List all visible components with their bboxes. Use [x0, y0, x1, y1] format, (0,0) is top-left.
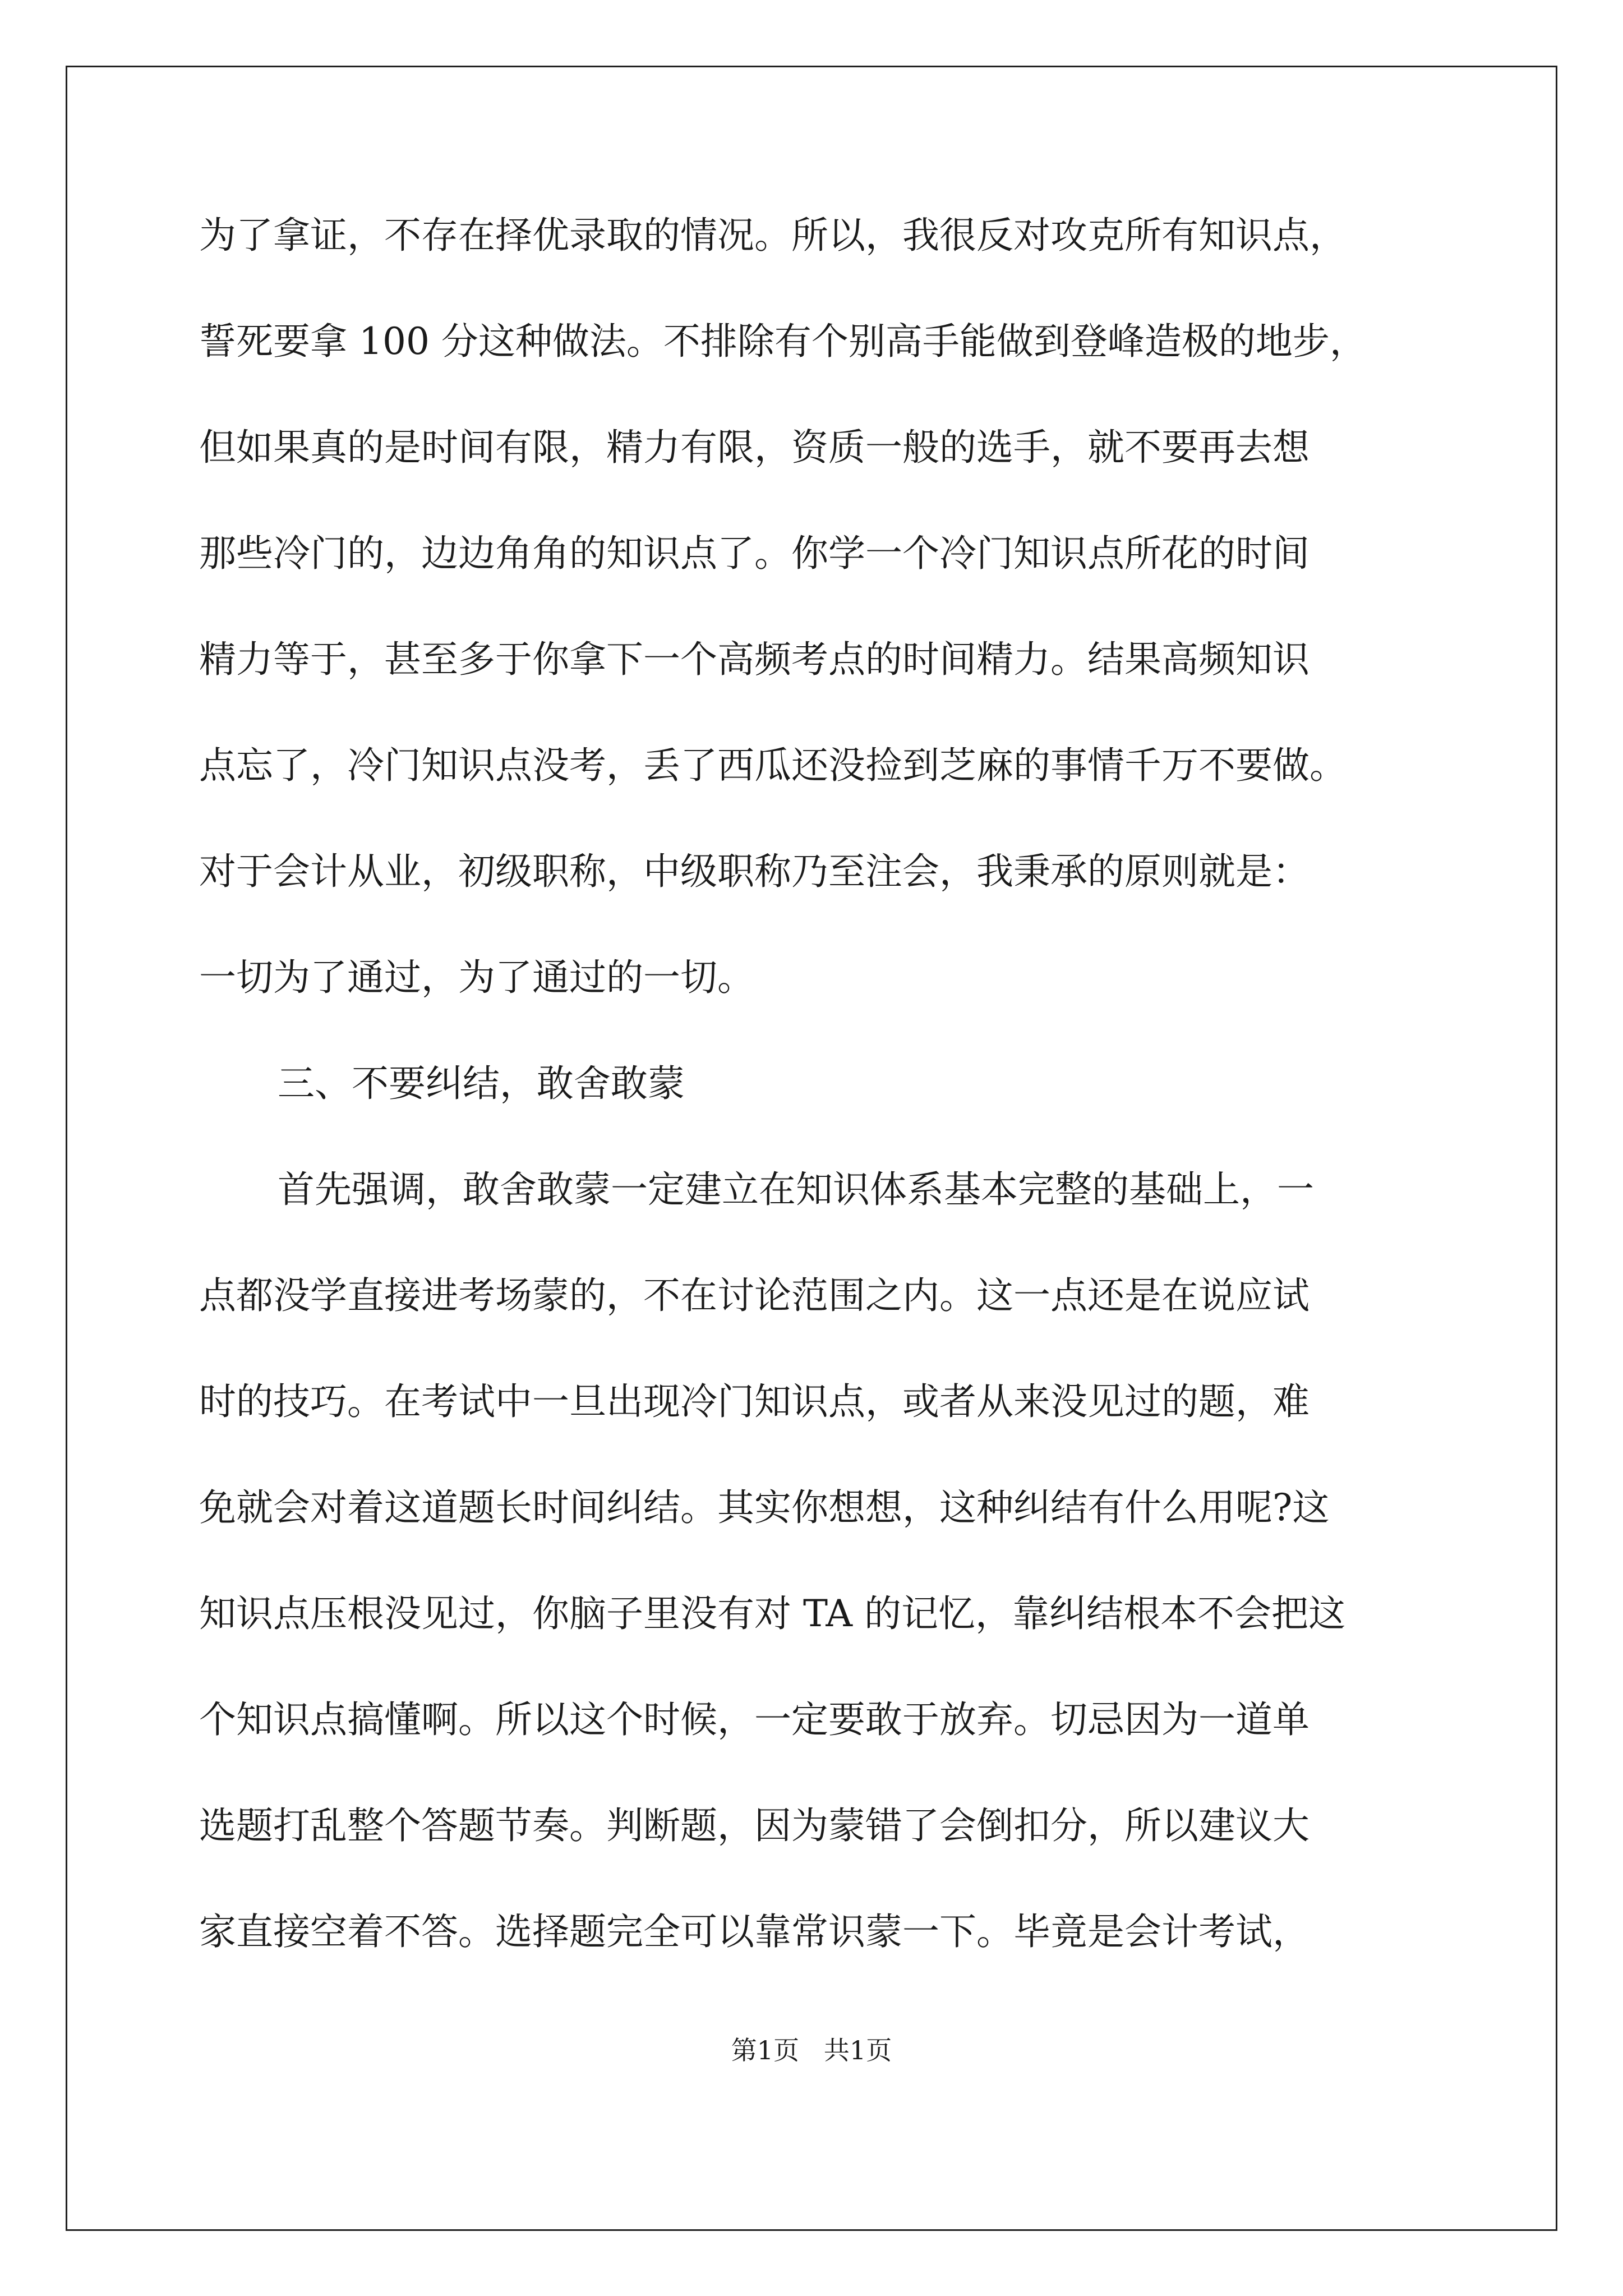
text-line: 免就会对着这道题长时间纠结。其实你想想，这种纠结有什么用呢?这: [199, 1486, 1330, 1529]
text-line: 精力等于，甚至多于你拿下一个高频考点的时间精力。结果高频知识: [199, 638, 1310, 681]
section-heading: 三、不要纠结，敢舍敢蒙: [278, 1062, 685, 1105]
text-line: 时的技巧。在考试中一旦出现冷门知识点，或者从来没见过的题，难: [199, 1380, 1310, 1423]
text-line: 选题打乱整个答题节奏。判断题，因为蒙错了会倒扣分，所以建议大: [199, 1804, 1310, 1847]
text-line: 首先强调，敢舍敢蒙一定建立在知识体系基本完整的基础上，一: [278, 1168, 1314, 1211]
text-line: 知识点压根没见过，你脑子里没有对 TA 的记忆，靠纠结根本不会把这: [199, 1592, 1346, 1635]
text-line: 点忘了，冷门知识点没考，丢了西瓜还没捡到芝麻的事情千万不要做。: [199, 744, 1347, 787]
text-line: 对于会计从业，初级职称，中级职称乃至注会，我秉承的原则就是：: [199, 850, 1310, 893]
text-line: 点都没学直接进考场蒙的，不在讨论范围之内。这一点还是在说应试: [199, 1274, 1310, 1317]
text-line: 个知识点搞懂啊。所以这个时候，一定要敢于放弃。切忌因为一道单: [199, 1698, 1310, 1741]
text-line: 那些冷门的，边边角角的知识点了。你学一个冷门知识点所花的时间: [199, 532, 1310, 575]
text-line: 家直接空着不答。选择题完全可以靠常识蒙一下。毕竟是会计考试，: [199, 1910, 1310, 1953]
text-line: 为了拿证，不存在择优录取的情况。所以，我很反对攻克所有知识点，: [199, 214, 1347, 257]
document-body: [199, 205, 1450, 2007]
text-line: 但如果真的是时间有限，精力有限，资质一般的选手，就不要再去想: [199, 426, 1310, 469]
text-line: 一切为了通过，为了通过的一切。: [199, 956, 754, 999]
page-footer: 第1页 共1页: [731, 2035, 892, 2065]
text-line: 誓死要拿 100 分这种做法。不排除有个别高手能做到登峰造极的地步，: [199, 320, 1367, 363]
